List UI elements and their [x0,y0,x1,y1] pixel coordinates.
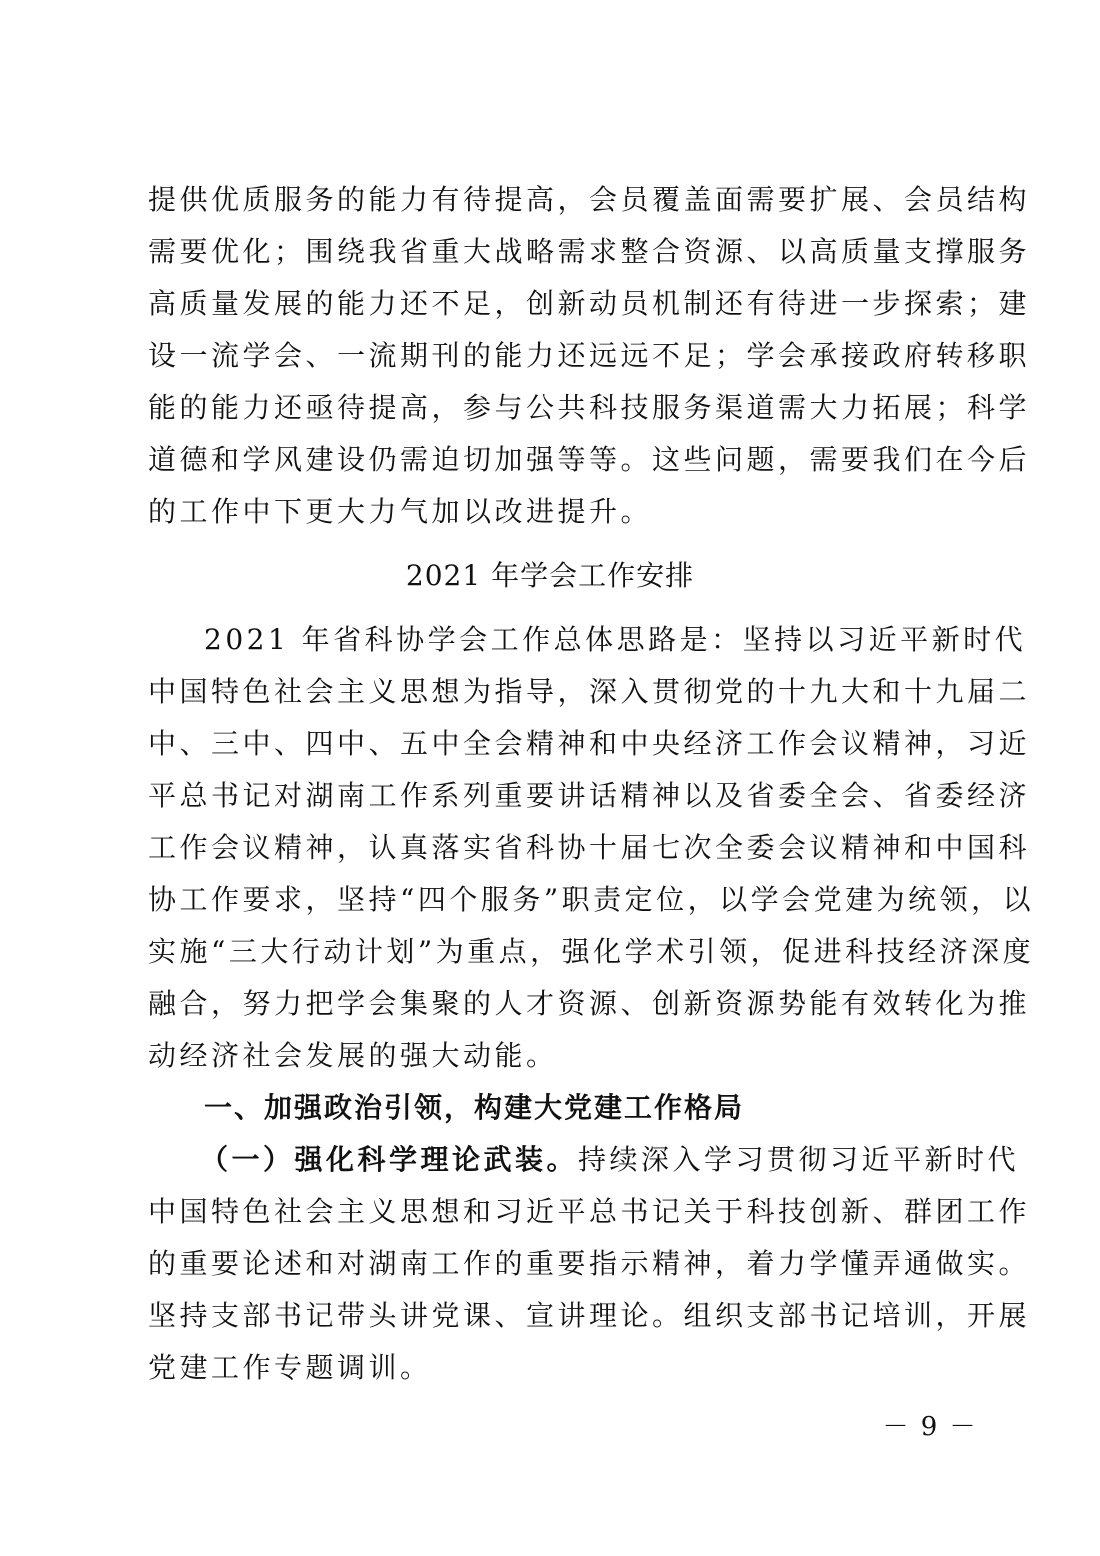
body-text-line: 协工作要求，坚持“四个服务”职责定位，以学会党建为统领，以 [148,883,1035,916]
body-text-line: 实施“三大行动计划”为重点，强化学术引领，促进科技经济深度 [148,935,1035,968]
body-text-line: 中国特色社会主义思想和习近平总书记关于科技创新、群团工作 [148,1195,1031,1228]
body-text-line: 融合，努力把学会集聚的人才资源、创新资源势能有效转化为推 [148,987,1031,1020]
body-text-line: 动经济社会发展的强大动能。 [148,1039,558,1072]
body-text-line: 平总书记对湖南工作系列重要讲话精神以及省委全会、省委经济 [148,779,1031,812]
section-heading: 一、加强政治引领，构建大党建工作格局 [204,1091,745,1124]
body-text-line: 提供优质服务的能力有待提高，会员覆盖面需要扩展、会员结构 [148,183,1031,216]
body-text-line: 能的能力还亟待提高，参与公共科技服务渠道需大力拓展；科学 [148,391,1031,424]
body-text-fragment: 持续深入学习贯彻习近平新时代 [578,1143,1020,1176]
subheading-line [200,1134,1020,1186]
body-text-line: 工作会议精神，认真落实省科协十届七次全委会议精神和中国科 [148,831,1031,864]
body-text-line: 坚持支部书记带头讲党课、宣讲理论。组织支部书记培训，开展 [148,1299,1031,1332]
body-text-line: 设一流学会、一流期刊的能力还远远不足；学会承接政府转移职 [148,339,1031,372]
body-text-line: 需要优化；围绕我省重大战略需求整合资源、以高质量支撑服务 [148,235,1031,268]
body-text-line: 中、三中、四中、五中全会精神和中央经济工作会议精神，习近 [148,727,1031,760]
body-text-line: 党建工作专题调训。 [148,1351,432,1384]
body-text-line: 中国特色社会主义思想为指导，深入贯彻党的十九大和十九届二 [148,675,1031,708]
section-title: 2021 年学会工作安排 [405,559,695,592]
body-text-line: 的工作中下更大力气加以改进提升。 [148,495,653,528]
subheading-label: （一）强化科学理论武装。 [200,1143,579,1176]
body-text-line: 2021 年省科协学会工作总体思路是：坚持以习近平新时代 [204,623,1027,656]
body-text-line: 高质量发展的能力还不足，创新动员机制还有待进一步探索；建 [148,287,1031,320]
body-text-line: 道德和学风建设仍需迫切加强等等。这些问题，需要我们在今后 [148,443,1031,476]
body-text-line: 的重要论述和对湖南工作的重要指示精神，着力学懂弄通做实。 [148,1247,1031,1280]
page-number: － 9 － [882,1412,978,1442]
